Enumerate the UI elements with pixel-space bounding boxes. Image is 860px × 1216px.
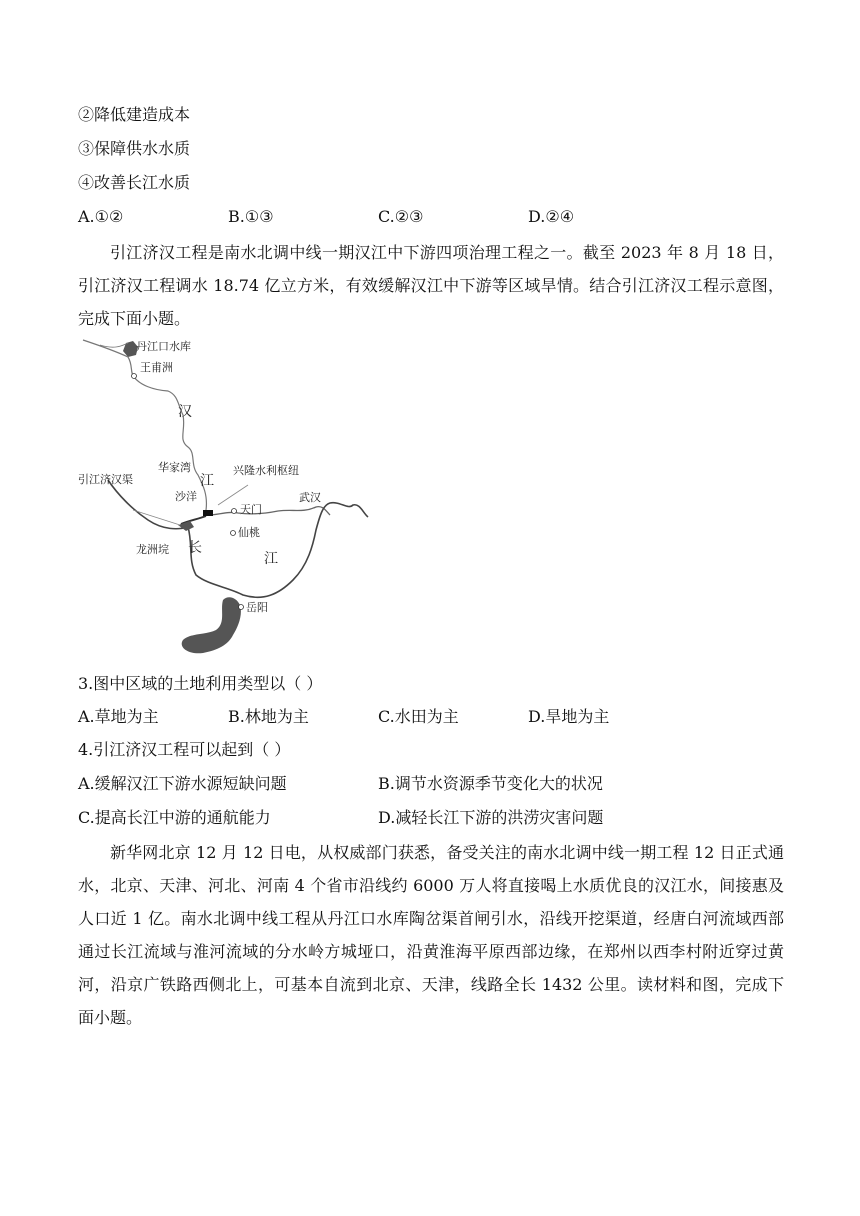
label-xiantao: 仙桃 (238, 526, 260, 539)
yinjiangjihan-map (78, 335, 378, 665)
label-wuhan: 武汉 (299, 491, 321, 504)
list-item-4: ④改善长江水质 (78, 173, 191, 192)
q3-option-b: B.林地为主 (228, 707, 309, 726)
xinglong-hub (203, 510, 213, 516)
q4-stem: 4.引江济汉工程可以起到（ ） (78, 740, 291, 759)
label-yinjiangjihan: 引江济汉渠 (78, 473, 133, 486)
q2-option-d: D.②④ (528, 207, 575, 226)
q3-stem: 3.图中区域的土地利用类型以（ ） (78, 674, 323, 693)
label-tianmen: 天门 (240, 503, 262, 516)
label-yueyang: 岳阳 (246, 601, 268, 614)
intro-paragraph-2: 新华网北京 12 月 12 日电，从权威部门获悉，备受关注的南水北调中线一期工程 12 日正式通水，北京、天津、河北、河南 4 个省市沿线约 6000 万人将直接喝上水质优良的汉江水，间接惠及人口近 1 亿。南水北调中线工程从丹江口水库陶岔渠首闸引水，沿线开挖渠道，经唐白河流域西部通过长江流域与淮河流域的分水岭方城垭口，沿黄淮海平原西部边缘，在郑州以西李村附近穿过黄河，沿京广铁路西侧北上，可基本自流到北京、天津，线路全长 1432 公里。读材料和图，完成下面小题。 (78, 843, 784, 1027)
list-item-2: ②降低建造成本 (78, 105, 191, 124)
q4-option-c: C.提高长江中游的通航能力 (78, 808, 271, 827)
q3-option-d: D.旱地为主 (528, 707, 610, 726)
label-shayang: 沙洋 (175, 490, 197, 503)
q4-option-d: D.减轻长江下游的洪涝灾害问题 (378, 808, 604, 827)
label-chang: 长 (188, 540, 202, 556)
dongting-lake (182, 597, 241, 653)
label-huajiawan: 华家湾 (158, 461, 191, 474)
q4-option-b: B.调节水资源季节变化大的状况 (378, 774, 603, 793)
q3-option-a: A.草地为主 (78, 707, 159, 726)
intro-paragraph-1: 引江济汉工程是南水北调中线一期汉江中下游四项治理工程之一。截至 2023 年 8 月 18 日，引江济汉工程调水 18.74 亿立方米，有效缓解汉江中下游等区域旱情。结合引江济汉工程示意图，完成下面小题。 (78, 243, 784, 328)
q3-option-c: C.水田为主 (378, 707, 459, 726)
longzhoutang-lake (178, 521, 194, 531)
label-jiang-chang: 江 (264, 551, 278, 567)
han-river-lower (208, 507, 330, 515)
q2-option-b: B.①③ (228, 207, 274, 226)
label-xinglong: 兴隆水利枢纽 (233, 464, 299, 477)
label-han: 汉 (178, 404, 192, 420)
label-longzhoutang: 龙洲垸 (136, 543, 169, 556)
q2-option-c: C.②③ (378, 207, 424, 226)
label-jiang-han: 江 (200, 473, 214, 489)
list-item-3: ③保障供水水质 (78, 139, 191, 158)
label-wangfuzhou: 王甫洲 (140, 361, 173, 374)
q4-option-a: A.缓解汉江下游水源短缺问题 (78, 774, 287, 793)
q2-option-a: A.①② (78, 207, 124, 226)
label-danjiangkou: 丹江口水库 (136, 340, 191, 353)
